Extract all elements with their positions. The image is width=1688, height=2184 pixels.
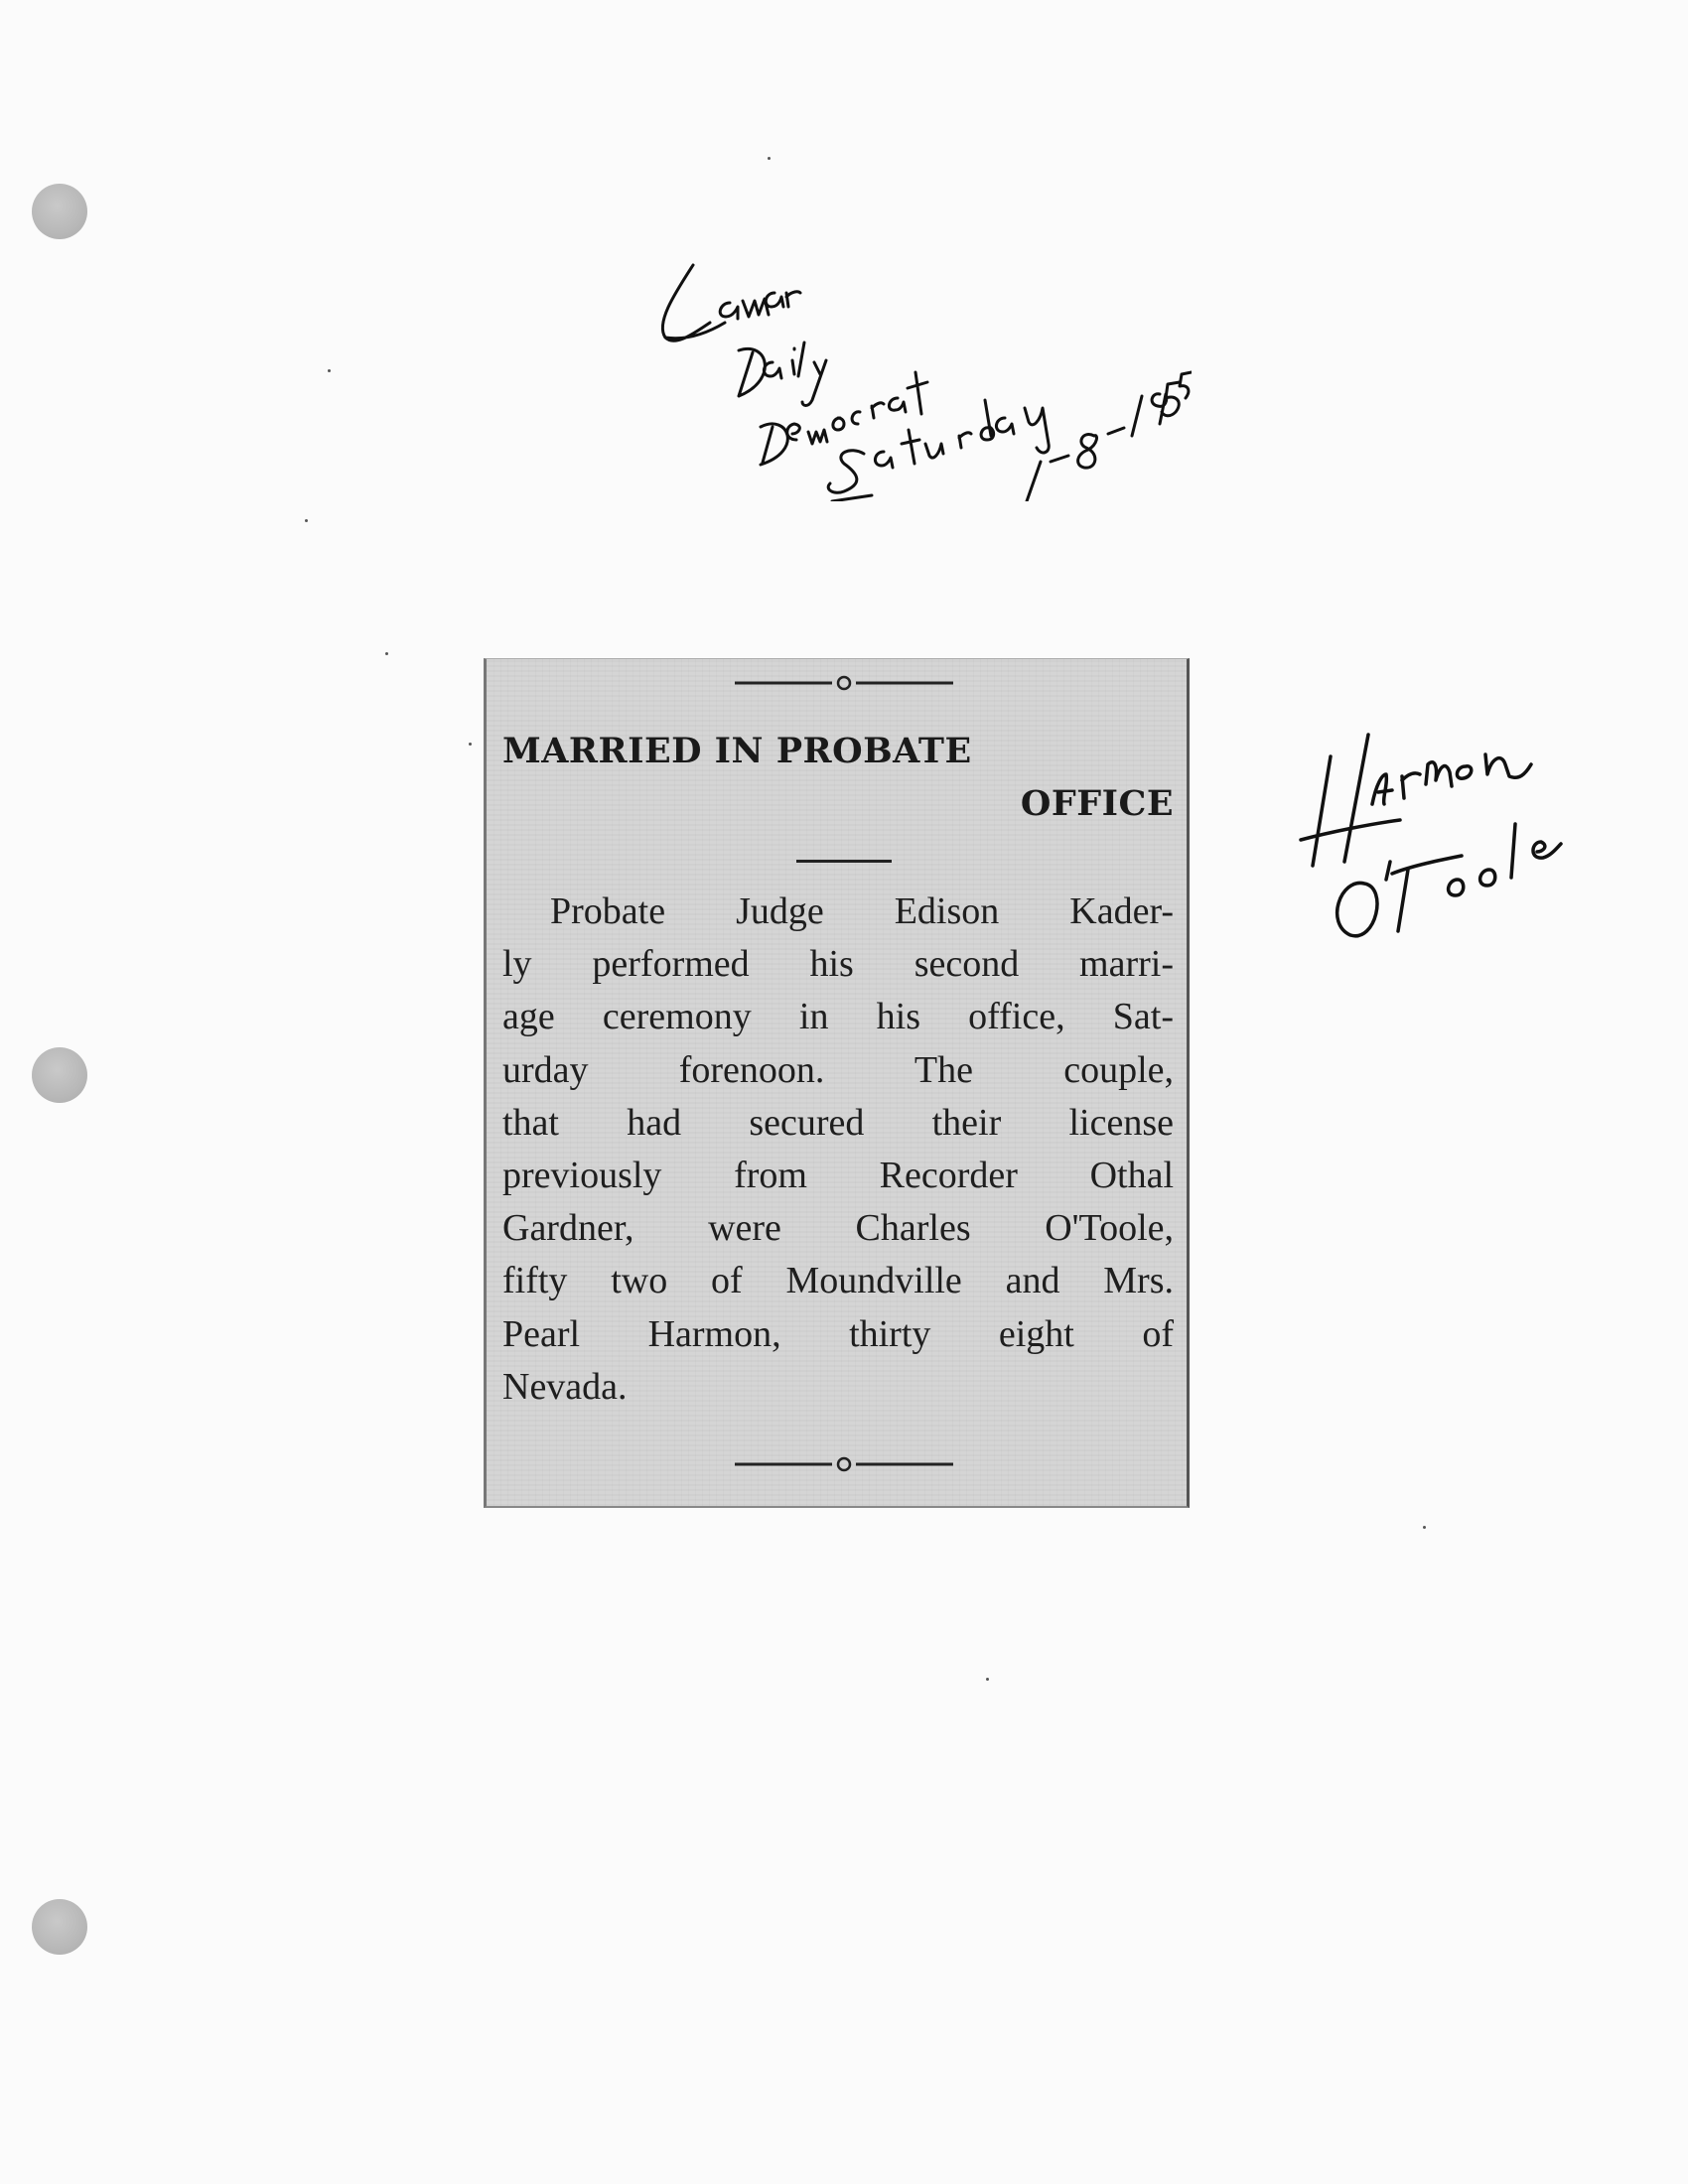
headline-line-2: OFFICE xyxy=(1020,783,1174,824)
article-line: previously from Recorder Othal xyxy=(502,1154,1174,1196)
scan-speck xyxy=(385,652,388,655)
article-line: Gardner, were Charles O'Toole, xyxy=(502,1207,1174,1250)
article-line: age ceremony in his office, Sat- xyxy=(502,996,1174,1038)
article-line: Probate Judge Edison Kader- xyxy=(550,890,1174,932)
scan-speck xyxy=(305,519,308,522)
scan-speck xyxy=(768,157,771,160)
headline-divider xyxy=(796,860,892,863)
article-line: fifty two of Moundville and Mrs. xyxy=(502,1260,1174,1302)
article-body xyxy=(502,886,1174,1414)
scan-speck xyxy=(328,369,331,372)
ornament-rule-bottom xyxy=(735,1452,953,1476)
article-line: that had secured their license xyxy=(502,1101,1174,1144)
punch-hole-middle xyxy=(32,1047,87,1103)
newspaper-clipping xyxy=(484,658,1190,1508)
punch-hole-top xyxy=(32,184,87,239)
article-line: urday forenoon. The couple, xyxy=(502,1048,1174,1091)
article-line: Pearl Harmon, thirty eight of xyxy=(502,1312,1174,1355)
ornament-rule-top xyxy=(735,671,953,695)
punch-hole-bottom xyxy=(32,1899,87,1955)
headline-line-1: MARRIED IN PROBATE xyxy=(502,731,972,771)
handwritten-source-note xyxy=(635,223,1192,501)
scan-speck xyxy=(986,1678,989,1681)
scan-speck xyxy=(469,743,472,746)
article-line: ly performed his second marri- xyxy=(502,943,1174,986)
scan-speck xyxy=(1423,1526,1426,1529)
handwritten-names-note xyxy=(1281,695,1618,973)
article-line: Nevada. xyxy=(502,1365,628,1408)
